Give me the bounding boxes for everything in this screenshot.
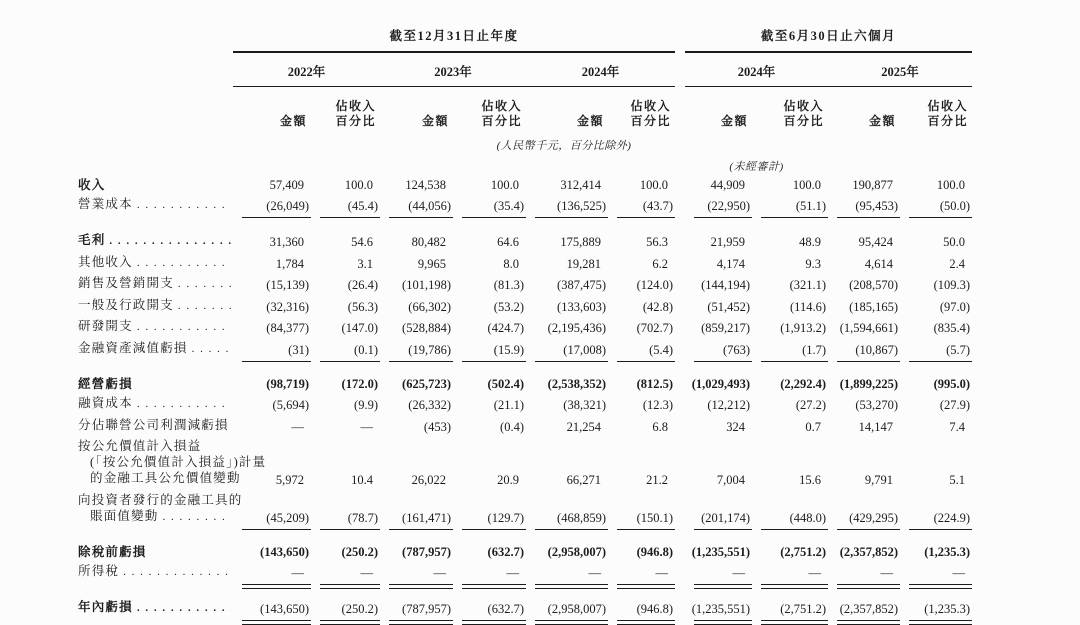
cell-value: —	[360, 419, 373, 434]
cell-value: 100.0	[792, 177, 822, 192]
cell-value: (2,195,436)	[547, 321, 606, 335]
cell-value: (2,958,007)	[547, 544, 606, 559]
cell-value: (81.3)	[493, 278, 524, 292]
cell-value: (35.4)	[493, 199, 524, 213]
table-row	[78, 534, 972, 561]
cell-value: 190,877	[852, 177, 894, 192]
table-row	[78, 316, 972, 338]
single-rule-row	[78, 527, 972, 534]
cell-value: 21,959	[710, 235, 746, 249]
cell-value: (97.0)	[939, 299, 971, 314]
cell-value: (787,957)	[402, 544, 451, 559]
cell-value: 1,784	[275, 256, 304, 271]
dot-leader	[137, 318, 231, 335]
unaudited-note: (未經審計)	[729, 161, 784, 173]
cell-value: (114.6)	[790, 299, 827, 314]
cell-value: (22,950)	[707, 199, 751, 213]
cell-value: (143,650)	[260, 544, 309, 559]
cell-value: —	[732, 566, 746, 580]
cell-value: 20.9	[497, 473, 519, 487]
table-row	[78, 366, 972, 393]
single-rule-row	[78, 215, 972, 222]
cell-value: (1,235,551)	[691, 602, 751, 616]
cell-value: (1,899,225)	[839, 376, 899, 391]
cell-value: (109.3)	[933, 278, 971, 292]
pct-column-header	[752, 87, 828, 133]
cell-value: 10.4	[351, 473, 373, 487]
cell-value: (1,235.3)	[924, 602, 971, 616]
table-row	[78, 393, 972, 415]
row-label: 銷售及營銷開支 . . .	[78, 273, 233, 295]
cell-value: 21,254	[566, 419, 601, 434]
cell-value: (53,270)	[855, 398, 899, 412]
year-header-6m-2024: 2024年	[685, 52, 828, 87]
pct-header-line2: 百分比	[335, 114, 376, 128]
cell-value: (201,174)	[701, 510, 751, 525]
interim-period-header: 截至6月30日止六個月	[685, 16, 972, 52]
dot-leader	[123, 563, 231, 580]
year-header-2022: 2022年	[233, 52, 380, 87]
row-label: 其他收入 . . .	[78, 251, 233, 273]
cell-value: (2,958,007)	[547, 602, 606, 616]
cell-value: —	[291, 419, 304, 434]
cell-value: (32,316)	[266, 299, 309, 314]
cell-value: (995.0)	[933, 376, 971, 391]
pct-header-line1: 佔收入	[481, 99, 522, 113]
table-row	[78, 251, 972, 273]
cell-value: (147.0)	[341, 321, 378, 335]
cell-value: (468,859)	[557, 510, 606, 525]
cell-value: 0.7	[805, 419, 822, 434]
cell-value: 64.6	[497, 235, 519, 249]
cell-value: (702.7)	[636, 321, 674, 335]
cell-value: (632.7)	[487, 544, 524, 559]
cell-value: (224.9)	[933, 510, 971, 525]
double-rule-row	[78, 582, 972, 589]
table-row	[78, 194, 972, 216]
table-row	[78, 561, 972, 583]
cell-value: (66,302)	[408, 299, 451, 314]
cell-value: (44,056)	[408, 199, 451, 213]
cell-value: (812.5)	[636, 376, 674, 391]
cell-value: (78.7)	[347, 510, 378, 525]
cell-value: (45.4)	[347, 199, 378, 213]
table-row	[78, 337, 972, 359]
cell-value: (5.7)	[946, 342, 971, 357]
row-label: 向投資者發行的金融工具的 賬面值變動 . . .	[78, 489, 233, 527]
table-body	[78, 174, 972, 625]
cell-value: (53.2)	[493, 299, 524, 314]
cell-value: (208,570)	[849, 278, 899, 292]
cell-value: (632.7)	[487, 602, 524, 616]
cell-value: (51,452)	[707, 299, 751, 314]
cell-value: (429,295)	[849, 510, 899, 525]
cell-value: (625,723)	[402, 376, 451, 391]
cell-value: 2.4	[949, 256, 966, 271]
cell-value: (133,603)	[557, 299, 606, 314]
dot-leader	[178, 275, 231, 292]
cell-value: (26.4)	[347, 278, 378, 292]
cell-value: (1,913.2)	[780, 321, 827, 335]
amount-column-header: 金額	[721, 114, 749, 128]
row-label: 經營虧損	[78, 376, 133, 391]
pct-column-header	[900, 87, 972, 133]
cell-value: 3.1	[357, 256, 373, 271]
dot-leader	[137, 254, 231, 271]
pct-header-line1: 佔收入	[783, 99, 825, 113]
cell-value: 14,147	[858, 419, 894, 434]
cell-value: (45,209)	[266, 510, 309, 525]
amount-column-header: 金額	[869, 114, 897, 128]
dot-leader	[137, 599, 231, 616]
cell-value: 324	[726, 419, 746, 434]
pct-header-line2: 百分比	[927, 114, 969, 128]
dot-leader	[137, 395, 231, 412]
row-label: 一般及行政開支 . . .	[78, 294, 233, 316]
cell-value: 100.0	[344, 177, 373, 192]
financial-statement-page	[0, 16, 1080, 616]
cell-value: (0.1)	[354, 342, 378, 357]
row-label: 金融資產減值虧損 . . .	[78, 337, 233, 359]
table-header	[78, 16, 972, 174]
cell-value: (136,525)	[557, 199, 606, 213]
table-row	[78, 489, 972, 527]
cell-value: (12.3)	[642, 398, 674, 412]
cell-value: 21.2	[646, 473, 669, 487]
cell-value: —	[588, 566, 601, 580]
cell-value: 175,889	[560, 235, 601, 249]
cell-value: (129.7)	[487, 510, 524, 525]
cell-value: (31)	[288, 342, 309, 357]
row-label: 分佔聯營公司利潤減虧損	[78, 417, 229, 432]
cell-value: (5.4)	[649, 342, 674, 357]
cell-value: (1,594,661)	[839, 321, 899, 335]
cell-value: (42.8)	[642, 299, 674, 314]
annual-period-header: 截至12月31日止年度	[233, 16, 675, 52]
cell-value: 100.0	[639, 177, 669, 192]
cell-value: (1,235.3)	[924, 544, 971, 559]
row-label: 按公允價值計入損益 (「按公允價值計入損益」)計量 的金融工具公允價值變動	[78, 439, 267, 485]
cell-value: (26,049)	[266, 199, 309, 213]
cell-value: 4,174	[716, 256, 746, 271]
cell-value: (2,538,352)	[547, 376, 606, 391]
cell-value: 9,965	[417, 256, 446, 271]
dot-leader	[163, 508, 231, 525]
cell-value: 54.6	[351, 235, 373, 249]
cell-value: 124,538	[405, 177, 446, 192]
cell-value: (448.0)	[789, 510, 827, 525]
cell-value: (763)	[722, 342, 751, 357]
cell-value: 31,360	[269, 235, 304, 249]
cell-value: 100.0	[936, 177, 966, 192]
table-row	[78, 174, 972, 194]
dot-leader	[137, 196, 231, 213]
cell-value: (12,212)	[707, 398, 751, 412]
cell-value: (27.9)	[939, 398, 971, 412]
cell-value: —	[291, 566, 304, 580]
dot-leader	[178, 297, 231, 314]
cell-value: (1,029,493)	[691, 376, 751, 391]
cell-value: 8.0	[503, 256, 519, 271]
cell-value: (946.8)	[636, 544, 674, 559]
cell-value: (144,194)	[701, 278, 751, 292]
row-label: 除稅前虧損	[78, 544, 147, 559]
cell-value: 4,614	[864, 256, 894, 271]
cell-value: (27.2)	[795, 398, 827, 412]
cell-value: (453)	[423, 419, 451, 434]
currency-note: (人民幣千元，百分比除外)	[496, 140, 632, 152]
cell-value: 44,909	[710, 177, 746, 192]
table-row	[78, 414, 972, 436]
cell-value: (5,694)	[272, 398, 309, 412]
table-row	[78, 273, 972, 295]
pct-header-line2: 百分比	[481, 114, 522, 128]
cell-value: (835.4)	[933, 321, 971, 335]
cell-value: (2,292.4)	[780, 376, 827, 391]
cell-value: (387,475)	[557, 278, 606, 292]
pct-header-line1: 佔收入	[927, 99, 969, 113]
cell-value: (21.1)	[493, 398, 524, 412]
cell-value: 48.9	[799, 235, 822, 249]
cell-value: (2,357,852)	[839, 602, 899, 616]
cell-value: (150.1)	[636, 510, 674, 525]
cell-value: (51.1)	[795, 199, 827, 213]
cell-value: 7,004	[716, 473, 746, 487]
cell-value: (15.9)	[493, 342, 524, 357]
cell-value: (250.2)	[341, 544, 378, 559]
period-group-row	[78, 16, 972, 52]
cell-value: 19,281	[566, 256, 601, 271]
pct-column-header	[453, 87, 526, 133]
cell-value: —	[952, 566, 966, 580]
row-label: 收入	[78, 177, 106, 192]
table-row	[78, 436, 972, 490]
cell-value: 15.6	[799, 473, 822, 487]
row-label: 年內虧損 . . .	[78, 589, 233, 618]
cell-value: 5.1	[949, 473, 966, 487]
cell-value: —	[506, 566, 519, 580]
cell-value: (185,165)	[849, 299, 899, 314]
cell-value: (946.8)	[636, 602, 674, 616]
cell-value: 56.3	[646, 235, 669, 249]
cell-value: (143,650)	[260, 602, 309, 616]
cell-value: 100.0	[490, 177, 519, 192]
amount-column-header: 金額	[421, 114, 449, 128]
pct-column-header	[311, 87, 380, 133]
cell-value: (2,751.2)	[780, 602, 827, 616]
year-header-2023: 2023年	[380, 52, 526, 87]
cell-value: 7.4	[949, 419, 966, 434]
cell-value: (859,217)	[701, 321, 751, 335]
dot-leader	[192, 340, 231, 357]
pct-header-line2: 百分比	[783, 114, 825, 128]
cell-value: (787,957)	[402, 602, 451, 616]
row-label: 營業成本 . . .	[78, 194, 233, 216]
cell-value: (1.7)	[802, 342, 827, 357]
year-header-6m-2025: 2025年	[828, 52, 972, 87]
cell-value: 5,972	[275, 473, 304, 487]
cell-value: 9,791	[864, 473, 894, 487]
cell-value: (19,786)	[408, 342, 451, 357]
cell-value: (98,719)	[266, 376, 309, 391]
income-statement-table	[78, 16, 972, 625]
cell-value: (15,139)	[266, 278, 309, 292]
cell-value: 6.8	[652, 419, 669, 434]
cell-value: 80,482	[411, 235, 446, 249]
cell-value: (161,471)	[402, 510, 451, 525]
dot-leader	[109, 232, 231, 249]
amount-column-header: 金額	[279, 114, 307, 128]
table-row	[78, 294, 972, 316]
cell-value: (38,321)	[563, 398, 606, 412]
cell-value: (424.7)	[487, 321, 524, 335]
cell-value: —	[808, 566, 822, 580]
row-label: 所得稅 . . .	[78, 561, 233, 583]
cell-value: (101,198)	[402, 278, 451, 292]
cell-value: 50.0	[943, 235, 966, 249]
cell-value: 26,022	[411, 473, 446, 487]
currency-note-row	[78, 132, 972, 153]
cell-value: (17,008)	[563, 342, 606, 357]
cell-value: (26,332)	[408, 398, 451, 412]
cell-value: —	[655, 566, 669, 580]
cell-value: (172.0)	[341, 376, 378, 391]
year-row	[78, 52, 972, 87]
cell-value: (43.7)	[642, 199, 674, 213]
year-header-2024: 2024年	[526, 52, 675, 87]
cell-value: (56.3)	[347, 299, 378, 314]
pct-column-header	[608, 87, 675, 133]
cell-value: (528,884)	[402, 321, 451, 335]
cell-value: (502.4)	[487, 376, 524, 391]
cell-value: (0.4)	[500, 419, 524, 434]
cell-value: 9.3	[805, 256, 822, 271]
unaudited-note-row	[78, 153, 972, 174]
cell-value: (10,867)	[855, 342, 899, 357]
cell-value: (2,751.2)	[780, 544, 827, 559]
cell-value: 312,414	[560, 177, 601, 192]
pct-header-line1: 佔收入	[630, 99, 672, 113]
pct-header-line1: 佔收入	[335, 99, 376, 113]
cell-value: (84,377)	[266, 321, 309, 335]
cell-value: (2,357,852)	[839, 544, 899, 559]
cell-value: (9.9)	[354, 398, 378, 412]
double-rule-row	[78, 618, 972, 625]
cell-value: 6.2	[652, 256, 669, 271]
cell-value: 57,409	[269, 177, 304, 192]
cell-value: (50.0)	[939, 199, 971, 213]
pct-header-line2: 百分比	[630, 114, 672, 128]
cell-value: —	[880, 566, 894, 580]
cell-value: (95,453)	[855, 199, 899, 213]
amount-column-header: 金額	[576, 114, 604, 128]
cell-value: 95,424	[858, 235, 894, 249]
cell-value: (250.2)	[341, 602, 378, 616]
cell-value: 66,271	[566, 473, 601, 487]
single-rule-row	[78, 359, 972, 366]
row-label: 研發開支 . . .	[78, 316, 233, 338]
cell-value: —	[360, 566, 373, 580]
row-label: 融資成本 . . .	[78, 393, 233, 415]
row-label: 毛利 . . .	[78, 222, 233, 251]
table-row	[78, 222, 972, 251]
cell-value: (1,235,551)	[691, 544, 751, 559]
cell-value: —	[433, 566, 446, 580]
cell-value: (321.1)	[789, 278, 827, 292]
cell-value: (124.0)	[636, 278, 674, 292]
column-header-row	[78, 87, 972, 133]
table-row	[78, 589, 972, 618]
